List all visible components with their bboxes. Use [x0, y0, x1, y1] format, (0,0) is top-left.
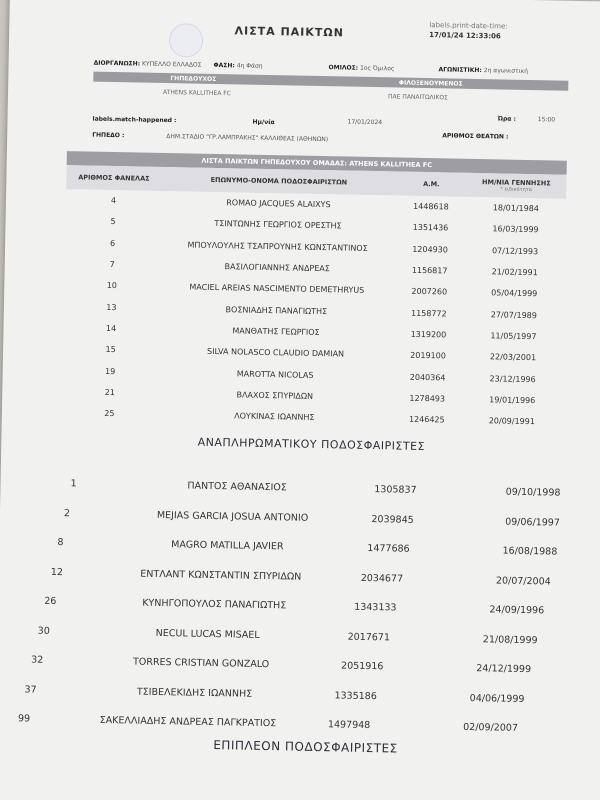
jersey-number: 14	[105, 323, 117, 334]
player-name: ΒΛΑΧΟΣ ΣΠΥΡΙΔΩΝ	[236, 390, 314, 401]
jersey-number: 7	[109, 259, 115, 270]
document-title: ΛΙΣΤΑ ΠΑΙΚΤΩΝ	[234, 24, 345, 40]
birth-date: 22/03/2001	[489, 352, 537, 363]
birth-date: 21/02/1991	[491, 267, 538, 278]
registration-number: 1448618	[413, 201, 449, 212]
registration-number: 1343133	[354, 601, 397, 614]
round-value: 2η αγωνιστική	[483, 67, 529, 75]
jersey-number: 4	[110, 196, 117, 206]
birth-date: 07/12/1993	[491, 246, 539, 256]
jersey-number: 21	[104, 387, 115, 397]
birth-date: 24/09/1996	[489, 604, 545, 617]
player-name: ROMAO JACQUES ALAIXYS	[226, 198, 331, 210]
birth-date: 18/01/1984	[492, 203, 540, 214]
jersey-number: 2	[63, 507, 71, 519]
extra-title: ΕΠΙΠΛΕΟΝ ΠΟΔΟΣΦΑΙΡΙΣΤΕΣ	[213, 738, 398, 756]
stadium-label: ΓΗΠΕΔΟ :	[92, 131, 125, 140]
jersey-number: 26	[44, 596, 57, 608]
header-number: ΑΡΙΘΜΟΣ ΦΑΝΕΛΑΣ	[78, 173, 150, 183]
registration-number: 2039845	[371, 513, 414, 526]
birth-date: 09/06/1997	[505, 516, 560, 529]
print-date-value: 17/01/24 12:33:06	[429, 31, 501, 41]
table-title: ΛΙΣΤΑ ΠΑΙΚΤΩΝ ΓΗΠΕΔΟΥΧΟΥ ΟΜΑΔΑΣ: ATHENS KALLITHEA FC	[67, 151, 567, 175]
registration-number: 2040364	[409, 372, 446, 382]
player-name: TORRES CRISTIAN GONZALO	[132, 656, 270, 671]
jersey-number: 1	[70, 478, 77, 490]
jersey-number: 37	[24, 684, 37, 696]
birth-date: 20/09/1991	[488, 416, 535, 427]
birth-date: 27/07/1989	[490, 309, 537, 320]
guest-team: ΠΑΕ ΠΑΝΑΙΤΩΛΙΚΟΣ	[387, 93, 448, 102]
group-line	[329, 64, 395, 72]
round-line	[438, 66, 528, 75]
organizer-line	[94, 60, 202, 69]
birth-date: 04/06/1999	[469, 692, 525, 705]
birth-date: 20/07/2004	[495, 575, 551, 588]
group-label: ΟΜΙΛΟΣ:	[328, 64, 359, 72]
jersey-number: 13	[106, 302, 117, 312]
player-name: NECUL LUCAS MISAEL	[155, 627, 260, 641]
player-name: ΤΣΙΝΤΩΝΗΣ ΓΕΩΡΓΙΟΣ ΟΡΕΣΤΗΣ	[214, 219, 342, 231]
print-date-label: labels.print-date-time:	[429, 21, 508, 31]
group-value: 1ος Όμιλος	[359, 64, 395, 73]
player-name: ΕΝΤΛΑΝΤ ΚΩΝΣΤΑΝΤΙΝ ΣΠΥΡΙΔΩΝ	[140, 568, 302, 583]
host-team: ATHENS KALLITHEA FC	[162, 88, 231, 98]
registration-number: 1351436	[412, 223, 449, 233]
starter-rows	[62, 189, 566, 433]
birth-date: 16/03/1999	[492, 224, 539, 235]
jersey-number: 12	[50, 566, 64, 578]
time-value: 15:00	[537, 116, 556, 124]
birth-date: 05/04/1999	[491, 288, 538, 299]
time-label: Ώρα :	[497, 115, 516, 123]
birth-date: 24/12/1999	[476, 663, 532, 676]
jersey-number: 10	[106, 281, 118, 291]
player-name: MAGRO MATILLA JAVIER	[171, 539, 284, 553]
registration-number: 1319200	[410, 329, 447, 340]
header-dob-sub: * ειδικότητα	[500, 186, 533, 194]
registration-number: 1305837	[374, 484, 417, 497]
round-label: ΑΓΩΝΙΣΤΙΚΗ:	[438, 66, 482, 75]
sub-rows	[16, 468, 561, 744]
jersey-number: 8	[57, 537, 64, 549]
registration-number: 2034677	[360, 572, 404, 585]
registration-number: 1477686	[367, 543, 410, 556]
header-dob: ΗΜ/ΝΙΑ ΓΕΝΝΗΣΗΣ * ειδικότητα	[466, 178, 566, 194]
jersey-number: 99	[17, 713, 31, 725]
registration-number: 1246425	[408, 414, 445, 425]
player-name: MEJIAS GARCIA JOSUA ANTONIO	[156, 509, 309, 524]
registration-number: 1278493	[409, 393, 446, 404]
date-value: 17/01/2024	[347, 118, 383, 127]
organizer-value: ΚΥΠΕΛΛΟ ΕΛΛΑΔΟΣ	[141, 60, 202, 69]
registration-number: 2019100	[410, 350, 446, 361]
guest-header: ΦΙΛΟΞΕΝΟΥΜΕΝΟΣ	[398, 78, 463, 88]
birth-date: 21/08/1999	[482, 633, 538, 646]
header-name: ΕΠΩΝΥΜΟ-ΟΝΟΜΑ ΠΟΔΟΣΦΑΙΡΙΣΤΩΝ	[210, 175, 348, 187]
spectators-label: ΑΡΙΘΜΟΣ ΘΕΑΤΩΝ :	[442, 132, 509, 141]
player-name: ΚΥΝΗΓΟΠΟΥΛΟΣ ΠΑΝΑΓΙΩΤΗΣ	[142, 597, 287, 612]
jersey-number: 19	[105, 366, 116, 376]
player-name: ΒΑΣΙΛΟΓΙΑΝΝΗΣ ΑΝΔΡΕΑΣ	[224, 262, 330, 274]
player-name: SILVA NOLASCO CLAUDIO DAMIAN	[206, 347, 345, 359]
birth-date: 02/09/2007	[463, 722, 519, 735]
date-label: Ημ/νία	[252, 118, 275, 127]
registration-number: 2007260	[411, 287, 448, 297]
player-name: ΠΑΝΤΟΣ ΑΘΑΝΑΣΙΟΣ	[187, 480, 287, 494]
subs-title: ΑΝΑΠΛΗΡΩΜΑΤΙΚΟΥ ΠΟΔΟΣΦΑΙΡΙΣΤΕΣ	[197, 435, 426, 454]
player-name: MACIEL AREIAS NASCIMENTO DEMETHRYUS	[189, 282, 365, 296]
phase-line	[214, 62, 263, 70]
date-line	[252, 119, 274, 126]
birth-date: 11/05/1997	[490, 331, 537, 342]
host-header: ΓΗΠΕΔΟΥΧΟΣ	[170, 74, 217, 83]
player-name: ΒΟΣΝΙΑΔΗΣ ΠΑΝΑΓΙΩΤΗΣ	[225, 304, 328, 316]
player-name: ΣΑΚΕΛΛΙΑΔΗΣ ΑΝΔΡΕΑΣ ΠΑΓΚΡΑΤΙΟΣ	[99, 715, 277, 730]
birth-date: 23/12/1996	[489, 373, 536, 384]
phase-value: 4η Φάση	[236, 62, 263, 70]
stadium-value: ΔΗΜ.ΣΤΑΔΙΟ "ΓΡ.ΛΑΜΠΡΑΚΗΣ" ΚΑΛΛΙΘΕΑΣ (ΑΘΗΝΩΝ)	[166, 133, 329, 144]
registration-number: 1497948	[327, 719, 371, 732]
organizer-label: ΔΙΟΡΓΑΝΩΣΗ:	[93, 59, 141, 68]
player-name: MAROTTA NICOLAS	[236, 368, 314, 380]
jersey-number: 32	[31, 654, 44, 667]
jersey-number: 30	[37, 625, 50, 637]
birth-date: 16/08/1988	[502, 545, 558, 558]
player-name: ΛΟΥΚΙΝΑΣ ΙΩΑΝΝΗΣ	[234, 411, 315, 423]
print-date-block	[429, 20, 508, 41]
player-name: ΤΣΙΒΕΛΕΚΙΔΗΣ ΙΩΑΝΝΗΣ	[136, 686, 253, 700]
spectators-line	[442, 132, 508, 140]
birth-date: 19/01/1996	[489, 395, 536, 405]
registration-number: 2051916	[340, 660, 384, 673]
registration-number: 2017671	[347, 631, 391, 644]
players-table	[61, 151, 567, 461]
jersey-number: 6	[110, 238, 116, 248]
player-name: ΜΑΝΘΑΤΗΣ ΓΕΩΡΓΙΟΣ	[232, 326, 320, 337]
happened-label: labels.match-happened :	[92, 115, 177, 125]
header-am: Α.Μ.	[423, 179, 440, 189]
jersey-number: 25	[104, 408, 115, 419]
registration-number: 1156817	[411, 265, 448, 276]
teams-header-bar	[93, 72, 568, 91]
registration-number: 1335186	[334, 690, 377, 702]
phase-label: ΦΑΣΗ:	[213, 61, 235, 70]
birth-date: 09/10/1998	[505, 486, 561, 499]
jersey-number: 5	[110, 217, 116, 227]
jersey-number: 15	[105, 345, 116, 355]
registration-number: 1204930	[412, 244, 448, 255]
time-line	[498, 115, 556, 123]
registration-number: 1158772	[410, 308, 447, 319]
player-name: ΜΠΟΥΛΟΥΛΗΣ ΤΣΑΠΡΟΥΝΗΣ ΚΩΝΣΤΑΝΤΙΝΟΣ	[187, 240, 368, 253]
stadium-line	[92, 132, 328, 144]
